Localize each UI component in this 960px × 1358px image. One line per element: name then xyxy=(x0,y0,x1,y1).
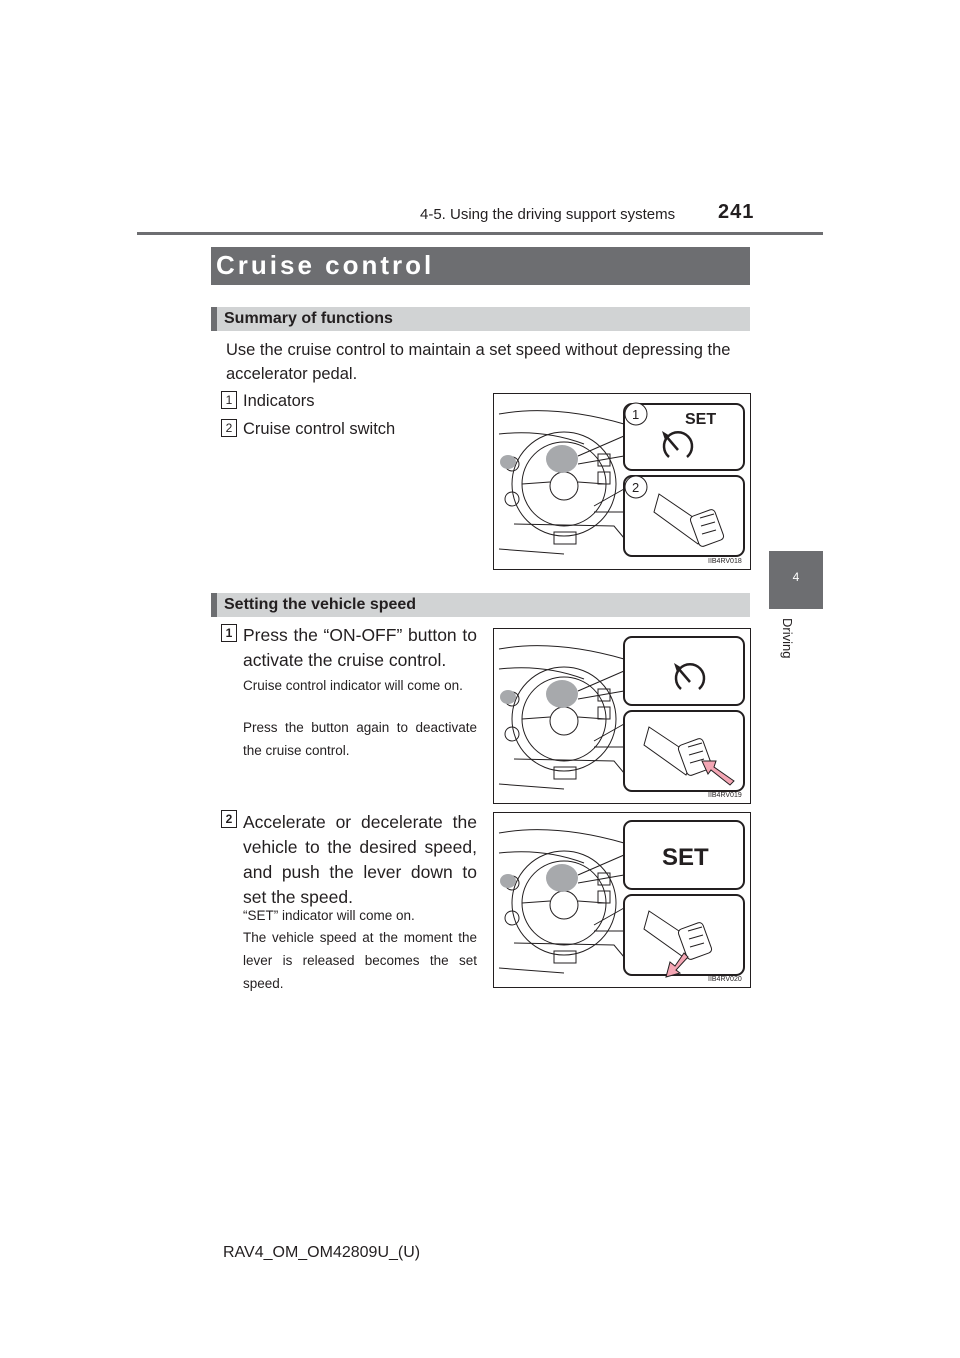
item-label-indicators: Indicators xyxy=(243,392,315,410)
figure-step-1 xyxy=(493,628,751,804)
chapter-number: 4 xyxy=(792,570,800,584)
step-1-note-2: Press the button again to deactivate the cruise control. xyxy=(243,720,477,758)
step-1-illustration xyxy=(494,629,750,803)
page-number: 241 xyxy=(718,201,755,223)
running-header-section: 4-5. Using the driving support systems xyxy=(420,206,676,223)
step-1-instruction: Press the “ON-OFF” button to activate the cruise control. xyxy=(243,625,477,670)
document-footer: RAV4_OM_OM42809U_(U) xyxy=(223,1244,421,1261)
item-label-switch: Cruise control switch xyxy=(243,420,396,438)
dashboard-illustration xyxy=(494,394,750,569)
item-number-2: 2 xyxy=(221,419,237,437)
callout-2-label: 2 xyxy=(632,480,640,495)
step-number-2: 2 xyxy=(221,810,237,828)
figure-code: IIB4RV018 xyxy=(708,558,742,565)
header-rule xyxy=(137,232,823,235)
figure-step-2 xyxy=(493,812,751,988)
step-number-1: 1 xyxy=(221,624,237,642)
section-heading-setting: Setting the vehicle speed xyxy=(224,596,417,613)
page-title: Cruise control xyxy=(216,250,435,280)
step-2-illustration xyxy=(494,813,750,987)
set-indicator-label: SET xyxy=(685,411,717,428)
step-1-note-1: Cruise control indicator will come on. xyxy=(243,678,463,693)
callout-1-label: 1 xyxy=(632,407,640,422)
step-2-instruction: Accelerate or decelerate the vehicle to the desired speed, and push the lever down to set the speed. xyxy=(243,812,477,907)
set-indicator-label: SET xyxy=(662,844,709,871)
summary-intro: Use the cruise control to maintain a set speed without depressing the accelerator pedal. xyxy=(226,341,731,383)
figure-code: IIB4RV020 xyxy=(708,976,742,983)
item-number-1: 1 xyxy=(221,391,237,409)
step-2-note-2: The vehicle speed at the moment the lever is released becomes the set speed. xyxy=(243,930,477,991)
section-heading-summary: Summary of functions xyxy=(224,310,393,327)
figure-overview xyxy=(493,393,751,570)
chapter-label: Driving xyxy=(780,618,795,659)
step-2-note-1: “SET” indicator will come on. xyxy=(243,908,415,923)
figure-code: IIB4RV019 xyxy=(708,792,742,799)
